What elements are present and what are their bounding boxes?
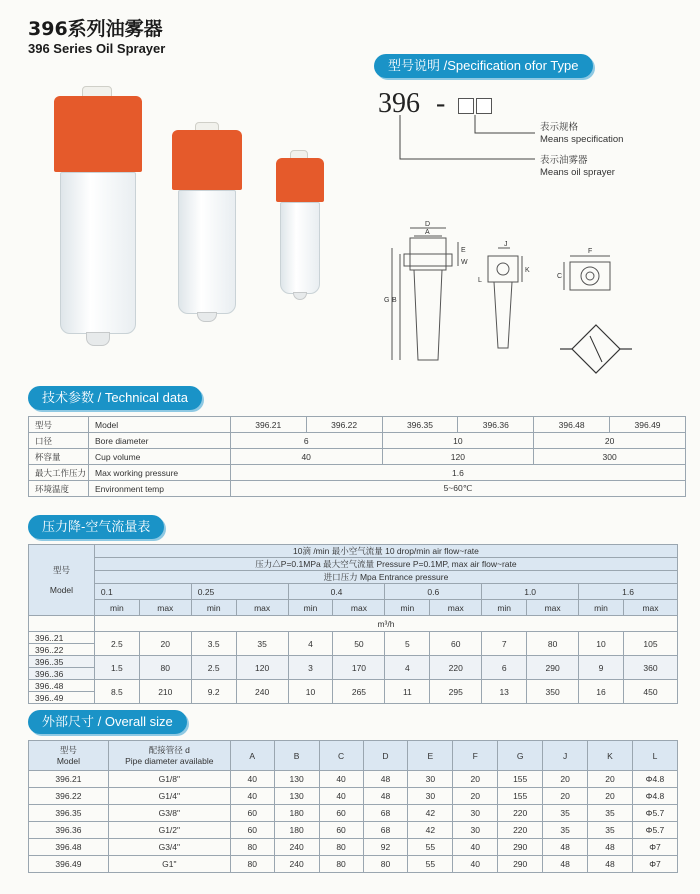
flow-row-1: 396..21 2.5 20 3.5 35 4 50 5 60 7 80 10 105 bbox=[29, 632, 678, 644]
technical-table bbox=[28, 416, 686, 497]
overall-row: 396.49 G1" 80 240 80 80 55 40 290 48 48 Φ7 bbox=[29, 856, 678, 873]
diagram-label-e: E bbox=[461, 247, 466, 254]
technical-row-cup: 杯容量 Cup volume 40 120 300 bbox=[29, 449, 686, 465]
flow-table: 型号 Model 10滴 /min 最小空气流量 10 drop/min air flow~rate 压力△P=0.1MPa 最大空气流量 Pressure P=0.1MP, max air flow~rate 进口压力 Mpa Entrance pressure 0.1 0.25 0.4 0.6 1.0 1.6 min max min max min max min max min max min max m³/h 396..21 2.5 20 3.5 35 4 50 5 60 7 80 10 105 396..22 396..35 1.5 80 2.5 120 3 170 4 220 6 290 9 360 396..36 396..48 8.5 210 9.2 240 10 265 11 295 13 350 16 450 396..49 bbox=[28, 544, 678, 704]
overall-row: 396.36 G1/2" 60 180 60 68 42 30 220 35 35 Φ5.7 bbox=[29, 822, 678, 839]
type-code-box-2 bbox=[476, 98, 492, 114]
technical-row-model: 型号 Model 396.21 396.22 396.35 396.36 396.48 396.49 bbox=[29, 417, 686, 433]
diagram-label-w: W bbox=[461, 259, 468, 266]
overall-row: 396.22 G1/4" 40 130 40 48 30 20 155 20 20 Φ4.8 bbox=[29, 788, 678, 805]
diagram-label-a: A bbox=[425, 229, 430, 236]
technical-row-temp: 环境温度 Environment temp 5~60℃ bbox=[29, 481, 686, 497]
diagram-label-j: J bbox=[504, 241, 508, 248]
small-sprayer-cap bbox=[276, 158, 324, 202]
technical-heading: 技术参数 / Technical data bbox=[28, 386, 202, 410]
technical-row-pressure: 最大工作压力 Max working pressure 1.6 bbox=[29, 465, 686, 481]
overall-col-model: 型号 Model bbox=[29, 741, 109, 771]
medium-sprayer-bowl bbox=[178, 190, 236, 314]
large-sprayer-cap bbox=[54, 96, 142, 172]
small-sprayer-bowl bbox=[280, 202, 320, 294]
diagram-label-b: B bbox=[392, 297, 397, 304]
medium-sprayer-cap bbox=[172, 130, 242, 190]
flow-model-header: 型号 Model bbox=[29, 545, 95, 616]
product-photo bbox=[40, 80, 340, 360]
type-code-box-1 bbox=[458, 98, 474, 114]
spec-heading: 型号说明 /Specification ofor Type bbox=[374, 54, 593, 78]
type-code-prefix: 396 bbox=[378, 88, 420, 119]
diagram-label-c: C bbox=[557, 273, 563, 280]
diagram-label-d: D bbox=[425, 221, 431, 228]
overall-table: 型号 Model 配接管径 d Pipe diameter available A B C D E F G J K L 396.21 G1/8" 40 130 40 48 30 20 155 20 20 Φ4.8 396.22 G1/4" 40 130 40 48 30 20 155 20 20 Φ4.8 396.35 G3/8" 60 180 60 68 42 30 220 35 35 Φ5.7 396.36 G1/2" 60 180 60 68 42 30 220 35 35 Φ5.7 396.48 G3/4" 80 240 80 92 55 40 290 48 48 Φ7 396.49 G1" 80 240 80 80 55 40 290 48 48 Φ7 bbox=[28, 740, 678, 873]
overall-row: 396.21 G1/8" 40 130 40 48 30 20 155 20 20 Φ4.8 bbox=[29, 771, 678, 788]
page-title-cn: 396系列油雾器 bbox=[28, 18, 163, 40]
diagram-label-f: F bbox=[588, 248, 593, 255]
note-specification: 表示规格 Means specification bbox=[540, 122, 624, 145]
diagram-label-g: G bbox=[384, 297, 390, 304]
overall-col-pipe: 配接管径 d Pipe diameter available bbox=[108, 741, 230, 771]
note-oil-sprayer: 表示油雾器 Means oil sprayer bbox=[540, 155, 615, 178]
overall-row: 396.35 G3/8" 60 180 60 68 42 30 220 35 35 Φ5.7 bbox=[29, 805, 678, 822]
overall-row: 396.48 G3/4" 80 240 80 92 55 40 290 48 48 Φ7 bbox=[29, 839, 678, 856]
technical-row-bore: 口径 Bore diameter 6 10 20 bbox=[29, 433, 686, 449]
flow-heading: 压力降-空气流量表 bbox=[28, 515, 164, 539]
page-title-en: 396 Series Oil Sprayer bbox=[28, 41, 166, 56]
diagram-label-l: L bbox=[478, 277, 482, 284]
flow-row-2: 396..35 1.5 80 2.5 120 3 170 4 220 6 290 9 360 bbox=[29, 656, 678, 668]
type-code-leader-lines bbox=[395, 115, 545, 175]
overall-heading: 外部尺寸 / Overall size bbox=[28, 710, 187, 734]
type-code-dash: - bbox=[436, 88, 446, 119]
large-sprayer-bowl bbox=[60, 172, 136, 334]
flow-row-3: 396..48 8.5 210 9.2 240 10 265 11 295 13 350 16 450 bbox=[29, 680, 678, 692]
dimension-diagram bbox=[370, 220, 670, 380]
diagram-label-k: K bbox=[525, 267, 530, 274]
